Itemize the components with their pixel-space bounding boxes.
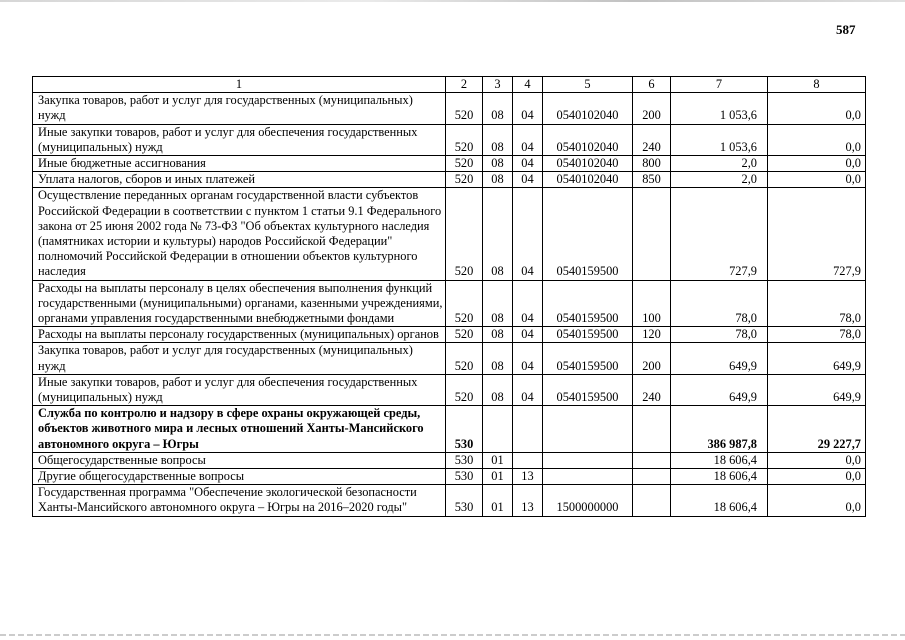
code-rz-cell: 08 bbox=[483, 93, 513, 124]
code-gp-cell: 520 bbox=[446, 172, 483, 188]
code-vr-cell: 100 bbox=[633, 280, 671, 327]
code-rz-cell: 08 bbox=[483, 172, 513, 188]
code-vr-cell: 200 bbox=[633, 343, 671, 374]
table-row bbox=[33, 406, 866, 453]
code-rz-cell: 01 bbox=[483, 452, 513, 468]
amount-col8-cell: 0,0 bbox=[768, 469, 866, 485]
row-name-cell: Служба по контролю и надзору в сфере охраны окружающей среды, объектов животного мира и лесных отношений Ханты-Мансийского автономного округа – Югры bbox=[33, 406, 446, 453]
code-gp-cell: 520 bbox=[446, 343, 483, 374]
code-csr-cell: 0540102040 bbox=[543, 172, 633, 188]
code-gp-cell: 530 bbox=[446, 452, 483, 468]
code-csr-cell: 0540159500 bbox=[543, 280, 633, 327]
code-vr-cell: 800 bbox=[633, 156, 671, 172]
code-gp-cell: 520 bbox=[446, 374, 483, 405]
code-pr-cell: 04 bbox=[513, 374, 543, 405]
amount-col7-cell: 18 606,4 bbox=[671, 452, 768, 468]
code-vr-cell bbox=[633, 485, 671, 516]
table-row bbox=[33, 469, 866, 485]
table-row bbox=[33, 124, 866, 155]
code-gp-cell: 530 bbox=[446, 485, 483, 516]
code-rz-cell bbox=[483, 406, 513, 453]
column-header: 3 bbox=[483, 77, 513, 93]
amount-col8-cell: 649,9 bbox=[768, 374, 866, 405]
code-csr-cell bbox=[543, 406, 633, 453]
code-gp-cell: 520 bbox=[446, 124, 483, 155]
column-header: 1 bbox=[33, 77, 446, 93]
amount-col8-cell: 0,0 bbox=[768, 172, 866, 188]
code-vr-cell bbox=[633, 188, 671, 280]
code-csr-cell: 1500000000 bbox=[543, 485, 633, 516]
amount-col7-cell: 386 987,8 bbox=[671, 406, 768, 453]
table-row bbox=[33, 280, 866, 327]
amount-col8-cell: 0,0 bbox=[768, 485, 866, 516]
code-rz-cell: 08 bbox=[483, 280, 513, 327]
code-rz-cell: 08 bbox=[483, 327, 513, 343]
row-name-cell: Закупка товаров, работ и услуг для государственных (муниципальных) нужд bbox=[33, 343, 446, 374]
code-vr-cell bbox=[633, 452, 671, 468]
code-rz-cell: 08 bbox=[483, 374, 513, 405]
table-body bbox=[33, 93, 866, 516]
column-header: 2 bbox=[446, 77, 483, 93]
table-row bbox=[33, 93, 866, 124]
page-number: 587 bbox=[836, 22, 856, 37]
code-gp-cell: 530 bbox=[446, 469, 483, 485]
code-csr-cell: 0540159500 bbox=[543, 327, 633, 343]
code-rz-cell: 08 bbox=[483, 156, 513, 172]
row-name-cell: Уплата налогов, сборов и иных платежей bbox=[33, 172, 446, 188]
header-row bbox=[33, 77, 866, 93]
code-pr-cell: 04 bbox=[513, 156, 543, 172]
code-vr-cell bbox=[633, 469, 671, 485]
code-pr-cell: 04 bbox=[513, 280, 543, 327]
amount-col7-cell: 18 606,4 bbox=[671, 469, 768, 485]
table-row bbox=[33, 485, 866, 516]
code-rz-cell: 01 bbox=[483, 485, 513, 516]
row-name-cell: Осуществление переданных органам государственной власти субъектов Российской Федерации в соответствии с пунктом 1 статьи 9.1 Федерального закона от 25 июня 2002 года № 73-ФЗ "Об объектах культурного наследия (памятниках истории и культуры) народов Российской Федерации" полномочий Российской Федерации в отношении объектов культурного наследия bbox=[33, 188, 446, 280]
row-name-cell: Закупка товаров, работ и услуг для государственных (муниципальных) нужд bbox=[33, 93, 446, 124]
table-row bbox=[33, 156, 866, 172]
code-gp-cell: 520 bbox=[446, 156, 483, 172]
amount-col8-cell: 0,0 bbox=[768, 93, 866, 124]
code-vr-cell bbox=[633, 406, 671, 453]
row-name-cell: Иные закупки товаров, работ и услуг для обеспечения государственных (муниципальных) нужд bbox=[33, 124, 446, 155]
scan-edge-bottom bbox=[0, 634, 905, 636]
table-row bbox=[33, 172, 866, 188]
scan-edge-top bbox=[0, 0, 905, 2]
code-rz-cell: 08 bbox=[483, 188, 513, 280]
code-pr-cell: 04 bbox=[513, 327, 543, 343]
code-pr-cell: 13 bbox=[513, 469, 543, 485]
code-vr-cell: 200 bbox=[633, 93, 671, 124]
code-csr-cell: 0540102040 bbox=[543, 124, 633, 155]
code-vr-cell: 240 bbox=[633, 374, 671, 405]
code-pr-cell: 13 bbox=[513, 485, 543, 516]
code-rz-cell: 08 bbox=[483, 343, 513, 374]
code-gp-cell: 520 bbox=[446, 327, 483, 343]
code-pr-cell: 04 bbox=[513, 188, 543, 280]
code-csr-cell: 0540159500 bbox=[543, 188, 633, 280]
amount-col8-cell: 78,0 bbox=[768, 327, 866, 343]
code-csr-cell bbox=[543, 452, 633, 468]
row-name-cell: Государственная программа "Обеспечение экологической безопасности Ханты-Мансийского автономного округа – Югры на 2016–2020 годы" bbox=[33, 485, 446, 516]
row-name-cell: Иные закупки товаров, работ и услуг для обеспечения государственных (муниципальных) нужд bbox=[33, 374, 446, 405]
amount-col8-cell: 649,9 bbox=[768, 343, 866, 374]
code-gp-cell: 520 bbox=[446, 93, 483, 124]
table-row bbox=[33, 374, 866, 405]
budget-table bbox=[32, 76, 866, 517]
code-pr-cell bbox=[513, 406, 543, 453]
amount-col7-cell: 78,0 bbox=[671, 327, 768, 343]
amount-col8-cell: 727,9 bbox=[768, 188, 866, 280]
amount-col7-cell: 2,0 bbox=[671, 156, 768, 172]
amount-col8-cell: 0,0 bbox=[768, 124, 866, 155]
code-gp-cell: 530 bbox=[446, 406, 483, 453]
row-name-cell: Иные бюджетные ассигнования bbox=[33, 156, 446, 172]
code-vr-cell: 120 bbox=[633, 327, 671, 343]
amount-col7-cell: 1 053,6 bbox=[671, 124, 768, 155]
amount-col8-cell: 0,0 bbox=[768, 156, 866, 172]
code-pr-cell: 04 bbox=[513, 172, 543, 188]
code-gp-cell: 520 bbox=[446, 280, 483, 327]
table-row bbox=[33, 327, 866, 343]
amount-col7-cell: 649,9 bbox=[671, 343, 768, 374]
table-row bbox=[33, 452, 866, 468]
amount-col7-cell: 18 606,4 bbox=[671, 485, 768, 516]
row-name-cell: Расходы на выплаты персоналу государственных (муниципальных) органов bbox=[33, 327, 446, 343]
column-header: 5 bbox=[543, 77, 633, 93]
code-pr-cell: 04 bbox=[513, 93, 543, 124]
column-header: 6 bbox=[633, 77, 671, 93]
code-csr-cell bbox=[543, 469, 633, 485]
code-pr-cell: 04 bbox=[513, 124, 543, 155]
amount-col7-cell: 78,0 bbox=[671, 280, 768, 327]
code-pr-cell bbox=[513, 452, 543, 468]
amount-col7-cell: 649,9 bbox=[671, 374, 768, 405]
code-csr-cell: 0540159500 bbox=[543, 374, 633, 405]
column-header: 4 bbox=[513, 77, 543, 93]
amount-col8-cell: 29 227,7 bbox=[768, 406, 866, 453]
amount-col7-cell: 1 053,6 bbox=[671, 93, 768, 124]
code-csr-cell: 0540102040 bbox=[543, 156, 633, 172]
code-vr-cell: 850 bbox=[633, 172, 671, 188]
code-rz-cell: 08 bbox=[483, 124, 513, 155]
amount-col8-cell: 0,0 bbox=[768, 452, 866, 468]
code-csr-cell: 0540102040 bbox=[543, 93, 633, 124]
code-pr-cell: 04 bbox=[513, 343, 543, 374]
amount-col7-cell: 2,0 bbox=[671, 172, 768, 188]
row-name-cell: Другие общегосударственные вопросы bbox=[33, 469, 446, 485]
table-row bbox=[33, 343, 866, 374]
amount-col8-cell: 78,0 bbox=[768, 280, 866, 327]
row-name-cell: Расходы на выплаты персоналу в целях обеспечения выполнения функций государственными (муниципальными) органами, казенными учреждениями, органами управления государственными внебюджетными фондами bbox=[33, 280, 446, 327]
code-vr-cell: 240 bbox=[633, 124, 671, 155]
table-row bbox=[33, 188, 866, 280]
column-header: 7 bbox=[671, 77, 768, 93]
column-header: 8 bbox=[768, 77, 866, 93]
code-csr-cell: 0540159500 bbox=[543, 343, 633, 374]
code-rz-cell: 01 bbox=[483, 469, 513, 485]
amount-col7-cell: 727,9 bbox=[671, 188, 768, 280]
code-gp-cell: 520 bbox=[446, 188, 483, 280]
row-name-cell: Общегосударственные вопросы bbox=[33, 452, 446, 468]
